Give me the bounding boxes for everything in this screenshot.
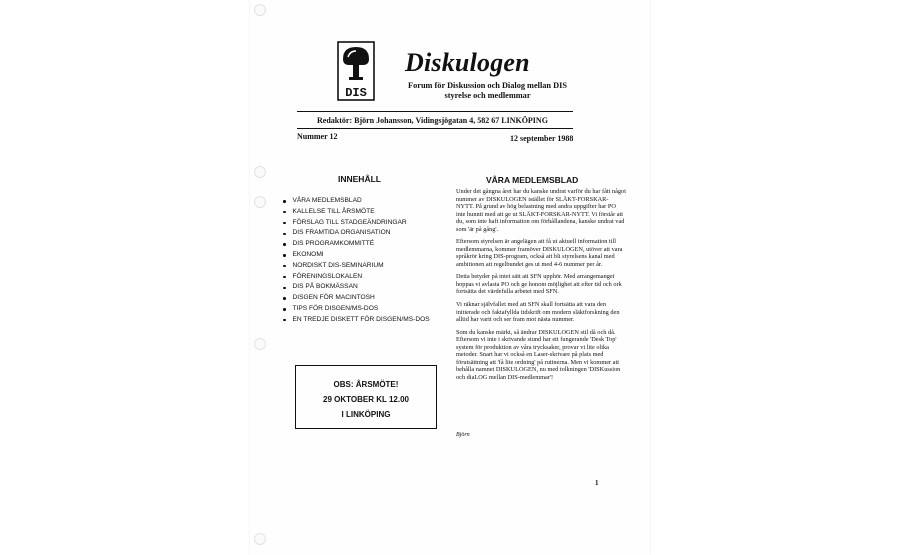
bullet-icon [283, 287, 286, 290]
masthead-rule [297, 111, 573, 112]
article-paragraph: Vi räknar självfallet med att SFN skall fortsätta att vara den initierade och faktafyllda tidskrift om modern släktforskning den alltid har varit och ser fram mot nästa nummer. [456, 301, 620, 324]
editor-line: Redaktör: Björn Johansson, Vidingsjögatan 4, 582 67 LINKÖPING [317, 116, 548, 125]
bullet-icon [283, 243, 286, 246]
article-body [456, 188, 626, 386]
newsletter-page [250, 0, 650, 555]
bullet-icon [283, 200, 286, 203]
contents-item: KALLELSE TILL ÅRSMÖTE [283, 207, 430, 218]
bullet-icon [283, 265, 286, 268]
issue-date: 12 september 1988 [510, 134, 574, 143]
notice-line: OBS: ÅRSMÖTE! [333, 380, 399, 389]
contents-item: FÖRENINGSLOKALEN [283, 272, 430, 283]
bullet-icon [283, 297, 286, 300]
bullet-icon [283, 276, 286, 279]
editor-rule [297, 128, 573, 129]
article-paragraph: Under det gångna året har du kanske undrat varför du har fått något nummer av DISKULOGEN istället för SLÄKT-FORSKAR-NYTT. På grund av hög belastning med andra uppgifter har PO inte hunnit med att ge ut SLÄKT-FORSKAR-NYTT. Vi förstår att du, som inte haft information om förhållandena, kanske undrat vad som 'är på gång'. [456, 188, 626, 233]
article-paragraph: Eftersom styrelsen är angelägen att få ut aktuell information till medlemmarna, kommer framöver DISKULOGEN, utöver att vara språkrör kring DIS-program, också att bli styrelsens kanal med ambitionen att regelbundet ges ut med 4-6 nummer per år. [456, 238, 623, 268]
contents-item: DISGEN FÖR MACINTOSH [283, 293, 430, 304]
article-signature: Björn [456, 432, 470, 438]
page-number: 1 [595, 479, 599, 487]
article-paragraph: Som du kanske märkt, så ändrar DISKULOGEN stil då och då. Eftersom vi inte i skrivande stund har ett fungerande 'Desk Top' system för produktion av våra trycksaker, provar vi lite olika metoder. Snart har vi också en Laser-skrivare på plats med förutsättning att 'få lite ordning' på rutinerna. Men vi kommer att behålla namnet DISKULOGEN, nu med tolkningen 'DISKussion och diaLOG mellan DIS-medlemmar'! [456, 328, 621, 381]
notice-line: 29 OKTOBER KL 12.00 [323, 395, 409, 404]
contents-heading: INNEHÅLL [338, 174, 381, 184]
bullet-icon [283, 222, 286, 225]
article-paragraph: Detta betyder på intet sätt att SFN upphör. Med arrangemanget hoppas vi avlasta PO och ge honom möjlighet att efter tid och ork fortsätta det värdefulla arbetet med SFN. [456, 273, 622, 296]
contents-item: DIS PÅ BOKMÄSSAN [283, 282, 430, 293]
contents-item: VÅRA MEDLEMSBLAD [283, 196, 430, 207]
dis-logo [337, 41, 375, 101]
bullet-icon [283, 319, 286, 322]
contents-item: DIS FRAMTIDA ORGANISATION [283, 228, 430, 239]
punch-hole [254, 4, 266, 16]
punch-hole [254, 533, 266, 545]
punch-hole [254, 196, 266, 208]
contents-item: FÖRSLAG TILL STADGEÄNDRINGAR [283, 218, 430, 229]
bullet-icon [283, 254, 286, 257]
newsletter-subtitle: Forum för Diskussion och Dialog mellan DIS styrelse och medlemmar [408, 81, 567, 100]
punch-hole [254, 338, 266, 350]
newsletter-title: Diskulogen [405, 48, 530, 77]
notice-line: I LINKÖPING [341, 410, 391, 419]
contents-item: DIS PROGRAMKOMMITTÉ [283, 239, 430, 250]
contents-item: NORDISKT DIS-SEMINARIUM [283, 261, 430, 272]
bullet-icon [283, 211, 286, 214]
annual-meeting-notice [295, 365, 437, 429]
article-heading: VÅRA MEDLEMSBLAD [486, 175, 579, 185]
punch-hole [254, 166, 266, 178]
contents-item: EKONOMI [283, 250, 430, 261]
issue-number: Nummer 12 [297, 132, 338, 141]
contents-list [283, 196, 430, 326]
contents-item: TIPS FÖR DISGEN/MS-DOS [283, 304, 430, 315]
bullet-icon [283, 233, 286, 236]
contents-item: EN TREDJE DISKETT FÖR DISGEN/MS-DOS [283, 315, 430, 326]
svg-text:DIS: DIS [345, 86, 367, 100]
bullet-icon [283, 308, 286, 311]
